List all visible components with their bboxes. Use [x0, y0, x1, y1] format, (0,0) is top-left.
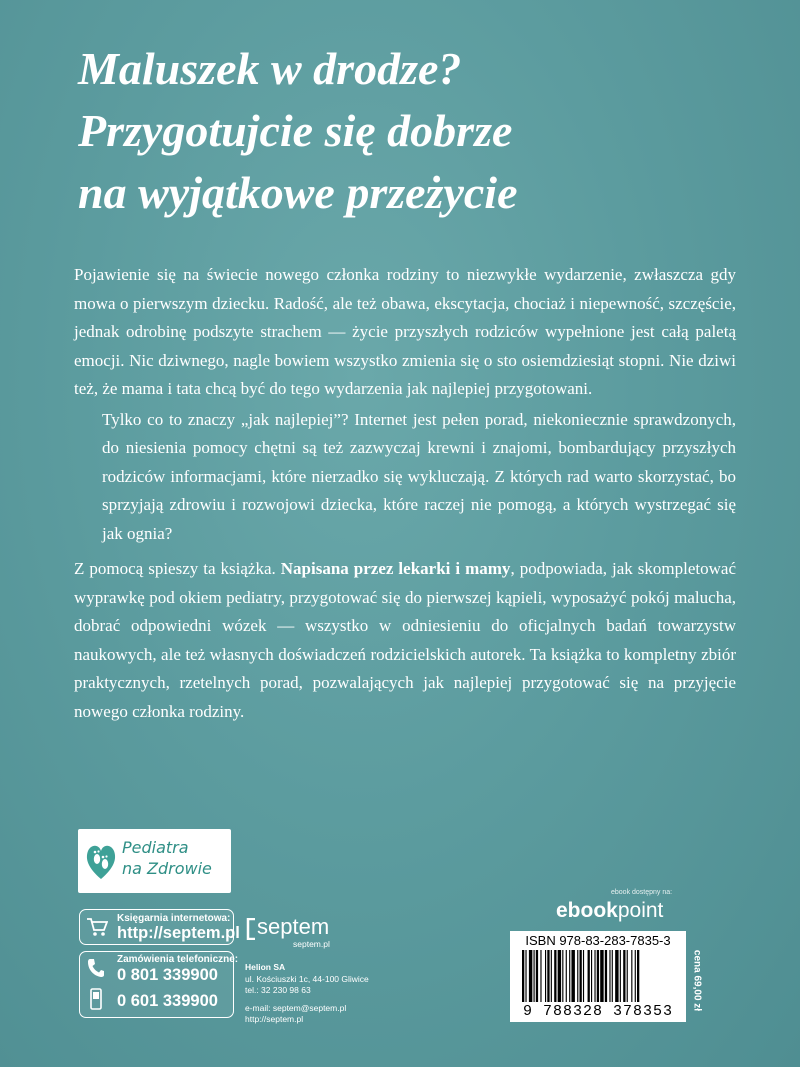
barcode-bar	[577, 950, 578, 1002]
series-logo-line-1: Pediatra	[122, 838, 189, 857]
blurb-p3-bold: Napisana przez lekarki i mamy	[280, 559, 511, 578]
barcode-bar	[623, 950, 625, 1002]
barcode-bar	[588, 950, 590, 1002]
barcode-bar	[580, 950, 582, 1002]
isbn-text: ISBN 978-83-283-7835-3	[525, 933, 671, 948]
barcode-bar	[547, 950, 549, 1002]
septem-url: septem.pl	[293, 939, 330, 949]
barcode-bar	[536, 950, 538, 1002]
publisher-email: e-mail: septem@septem.pl	[245, 1002, 347, 1013]
headline-line-1: Maluszek w drodze?	[78, 43, 462, 94]
barcode-bar	[591, 950, 592, 1002]
barcode-bar	[600, 950, 603, 1002]
barcode-bar	[525, 950, 526, 1002]
publisher-tel: tel.: 32 230 98 63	[245, 985, 311, 995]
barcode-bar	[615, 950, 618, 1002]
phone-orders-box	[79, 951, 239, 1018]
barcode-bar	[529, 950, 532, 1002]
barcode-bar	[605, 950, 607, 1002]
barcode-bar	[540, 950, 541, 1002]
shopping-cart-icon	[86, 917, 108, 937]
series-logo-line-2: na Zdrowie	[122, 859, 212, 878]
barcode-bar	[609, 950, 610, 1002]
barcode-bar	[612, 950, 613, 1002]
barcode-bar	[554, 950, 556, 1002]
series-logo	[78, 829, 231, 893]
blurb-paragraph-3	[74, 555, 736, 726]
barcode-bar	[571, 950, 574, 1002]
heart-footprints-icon	[84, 835, 118, 883]
cover-headline	[78, 38, 778, 224]
blurb-p3-end: , podpowiada, jak skompletować wyprawkę pod okiem pediatry, przygotować się do pierwszej kąpieli, wyposażyć pokój malucha, dobrać odpowiedni wózek — wszystko w odniesieniu do oficjalnych badań towarzystw naukowych, ale też własnych doświadczeń rodzicielskich autorek. Ta książka to kompletny zbiór praktycznych, rzetelnych porad, pozwalających jak najlepiej przygotować się na przyjęcie nowego członka rodziny.	[74, 559, 737, 721]
barcode-bar	[627, 950, 628, 1002]
septem-bracket-icon	[245, 918, 257, 940]
barcode-bar	[620, 950, 621, 1002]
barcode-bar	[522, 950, 524, 1002]
barcode-bar	[545, 950, 546, 1002]
phone-number-1: 0 801 339900	[117, 966, 218, 984]
publisher-info	[245, 962, 369, 1026]
barcode-bar	[631, 950, 632, 1002]
shop-label: Księgarnia internetowa:	[117, 913, 231, 924]
barcode-number: 9 788328 378353	[522, 1003, 674, 1020]
ebookpoint-logo-a: ebook	[556, 899, 618, 922]
barcode-bar	[551, 950, 552, 1002]
mobile-phone-icon	[90, 988, 102, 1010]
headline-line-3: na wyjątkowe przeżycie	[78, 167, 518, 218]
barcode-bar	[558, 950, 561, 1002]
septem-brand: septem	[257, 914, 330, 939]
barcode-bar	[594, 950, 595, 1002]
barcode-bar	[569, 950, 570, 1002]
publisher-name: Helion SA	[245, 962, 286, 972]
phone-icon	[87, 958, 105, 978]
barcode-bar	[583, 950, 584, 1002]
barcode-bars	[520, 950, 676, 1002]
ebookpoint-logo	[556, 899, 663, 923]
blurb	[74, 261, 736, 726]
headline-line-2: Przygotujcie się dobrze	[78, 105, 513, 156]
barcode-bar	[597, 950, 599, 1002]
barcode-bar	[562, 950, 563, 1002]
ebookpoint-logo-b: point	[617, 899, 664, 922]
ebook-available-label: ebook dostępny na:	[611, 889, 673, 896]
online-shop-box	[79, 909, 240, 945]
barcode-bar	[637, 950, 639, 1002]
phone-number-2: 0 601 339900	[117, 992, 218, 1010]
price-label: cena 69,00 zł	[691, 949, 703, 1012]
blurb-p3-start: Z pomocą spieszy ta książka.	[74, 559, 281, 578]
publisher-address: ul. Kościuszki 1c, 44-100 Gliwice	[245, 973, 369, 984]
publisher-web: http://septem.pl	[245, 1014, 304, 1024]
blurb-paragraph-2: Tylko co to znaczy „jak najlepiej”? Internet jest pełen porad, niekoniecznie sprawdzonych, do niesienia pomocy chętni są też zazwyczaj krewni i znajomi, bombardujący przyszłych rodziców informacjami, które nierzadko się wykluczają. Z których rad warto skorzystać, bo sprzyjają zdrowiu i rozwojowi dziecka, które raczej nie pomogą, a których wystrzegać się jak ognia?	[102, 409, 736, 543]
barcode-bar	[566, 950, 567, 1002]
barcode-bar	[534, 950, 535, 1002]
barcode-bar	[635, 950, 636, 1002]
phone-label: Zamówienia telefoniczne:	[117, 954, 239, 965]
blurb-paragraph-1: Pojawienie się na świecie nowego członka rodziny to niezwykłe wydarzenie, zwłaszcza gdy mowa o pierwszym dziecku. Radość, ale też obawa, ekscytacja, chociaż i niepewność, szczęście, jednak odrobinę podszyte strachem — życie przyszłych rodziców wypełnione jest całą paletą emocji. Nic dziwnego, nagle bowiem wszystko zmienia się o sto osiemdziesiąt stopni. Nie dziwi też, że mama i tata chcą być do tego wydarzenia jak najlepiej przygotowani.	[74, 265, 736, 398]
shop-url[interactable]: http://septem.pl	[117, 924, 240, 942]
series-logo-text	[122, 837, 212, 879]
barcode	[510, 931, 686, 1022]
